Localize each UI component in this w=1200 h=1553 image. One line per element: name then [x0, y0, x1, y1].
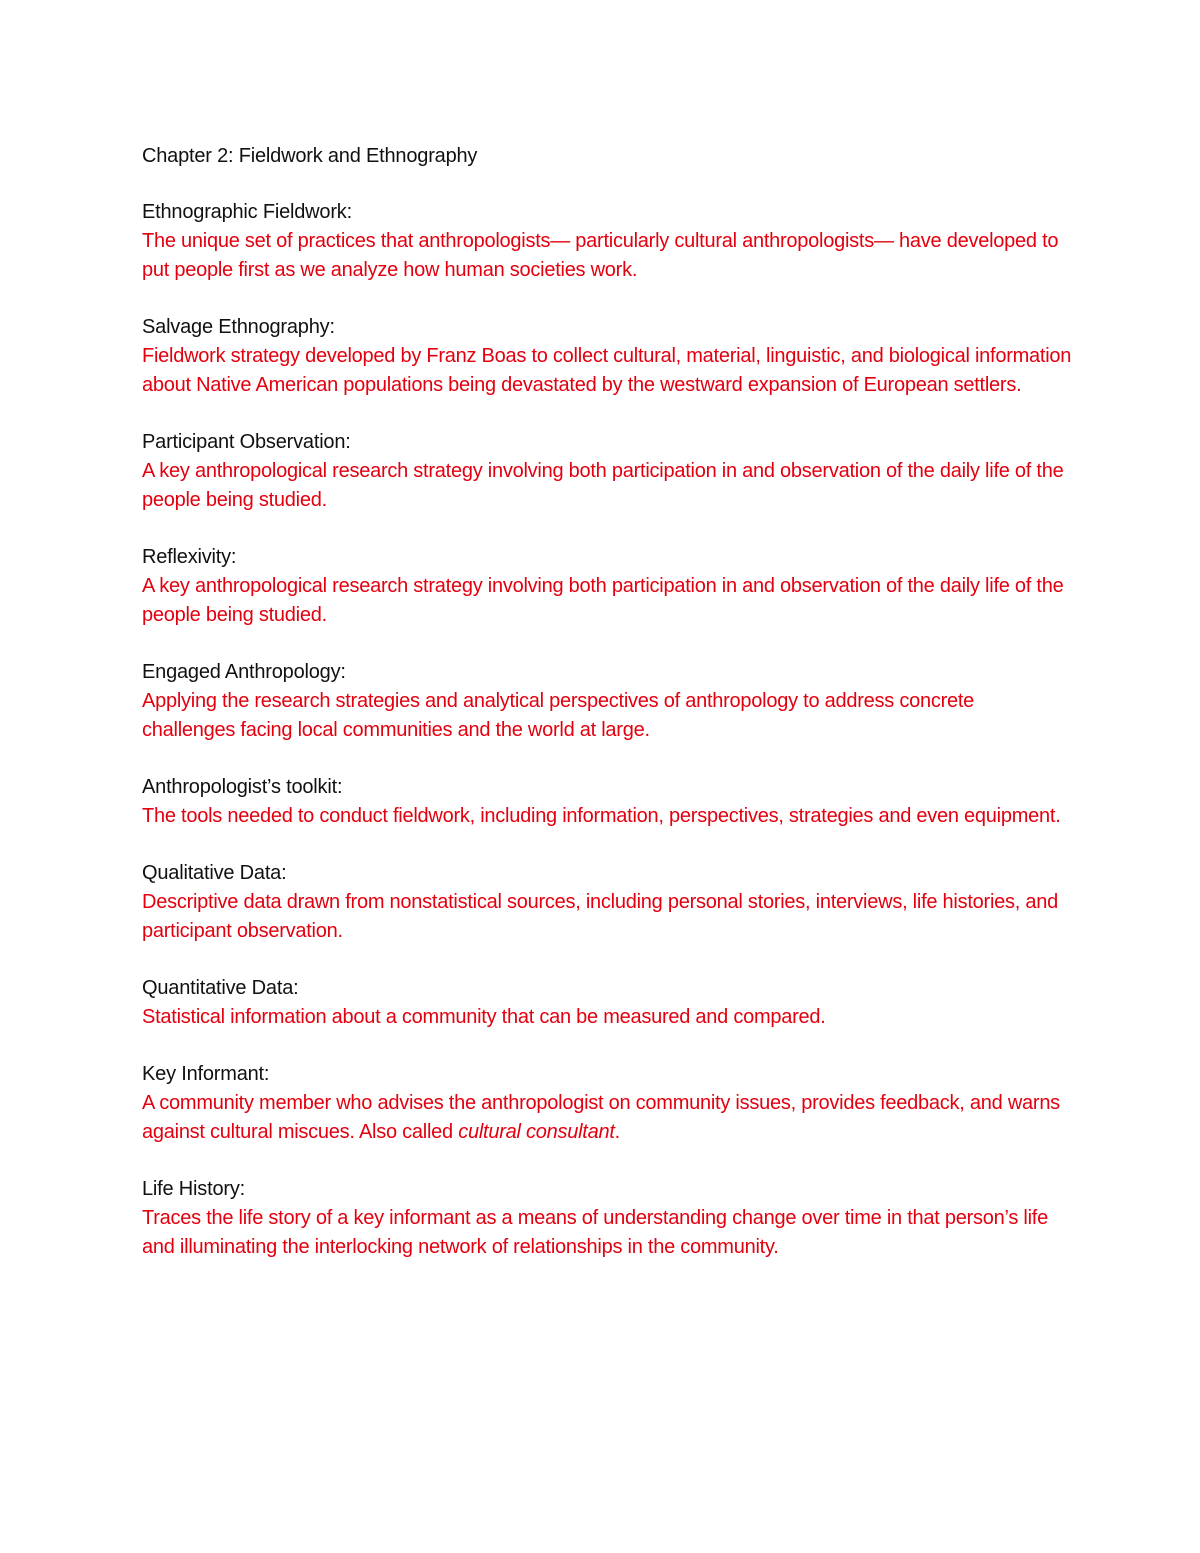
entry-term: Life History:	[142, 1178, 245, 1200]
glossary-entry	[142, 1060, 1072, 1147]
entry-definition: A key anthropological research strategy involving both participation in and observation of the daily life of the people being studied.	[142, 460, 1064, 511]
entry-definition: Descriptive data drawn from nonstatistical sources, including personal stories, interviews, life histories, and participant observation.	[142, 891, 1059, 942]
entry-term: Engaged Anthropology:	[142, 661, 346, 683]
entry-definition: The tools needed to conduct fieldwork, including information, perspectives, strategies and even equipment.	[142, 805, 1061, 827]
entry-definition: The unique set of practices that anthropologists— particularly cultural anthropologists— have developed to put people first as we analyze how human societies work.	[142, 230, 1059, 281]
entry-term: Reflexivity:	[142, 546, 237, 568]
entry-definition: Fieldwork strategy developed by Franz Boas to collect cultural, material, linguistic, and biological information about Native American populations being devastated by the westward expansion of European settlers.	[142, 345, 1072, 396]
entry-term: Participant Observation:	[142, 431, 351, 453]
glossary-entry	[142, 974, 1072, 1032]
entry-definition	[142, 1089, 1072, 1147]
entry-term: Quantitative Data:	[142, 977, 299, 999]
glossary-entry	[142, 658, 1072, 745]
glossary-entry	[142, 198, 1072, 285]
glossary-entry	[142, 313, 1072, 400]
glossary-entry	[142, 859, 1072, 946]
page-title: Chapter 2: Fieldwork and Ethnography	[142, 145, 478, 167]
glossary-entry	[142, 1175, 1072, 1262]
entry-definition: Statistical information about a community that can be measured and compared.	[142, 1006, 826, 1028]
entry-term: Ethnographic Fieldwork:	[142, 201, 352, 223]
document-page	[142, 140, 1072, 1290]
definition-text: A community member who advises the anthropologist on community issues, provides feedback, and warns against cultural miscues. Also called	[142, 1092, 1060, 1143]
definition-end: .	[614, 1121, 620, 1143]
entry-term: Salvage Ethnography:	[142, 316, 335, 338]
entry-term: Key Informant:	[142, 1063, 270, 1085]
definition-italic-term: cultural consultant	[458, 1121, 615, 1143]
entry-term: Qualitative Data:	[142, 862, 287, 884]
glossary-entry	[142, 543, 1072, 630]
entry-definition: A key anthropological research strategy involving both participation in and observation of the daily life of the people being studied.	[142, 575, 1064, 626]
glossary-entry	[142, 428, 1072, 515]
entry-term: Anthropologist’s toolkit:	[142, 776, 343, 798]
entry-definition: Traces the life story of a key informant as a means of understanding change over time in that person’s life and illuminating the interlocking network of relationships in the community.	[142, 1207, 1048, 1258]
glossary-entry	[142, 773, 1072, 831]
entry-definition: Applying the research strategies and analytical perspectives of anthropology to address concrete challenges facing local communities and the world at large.	[142, 690, 975, 741]
